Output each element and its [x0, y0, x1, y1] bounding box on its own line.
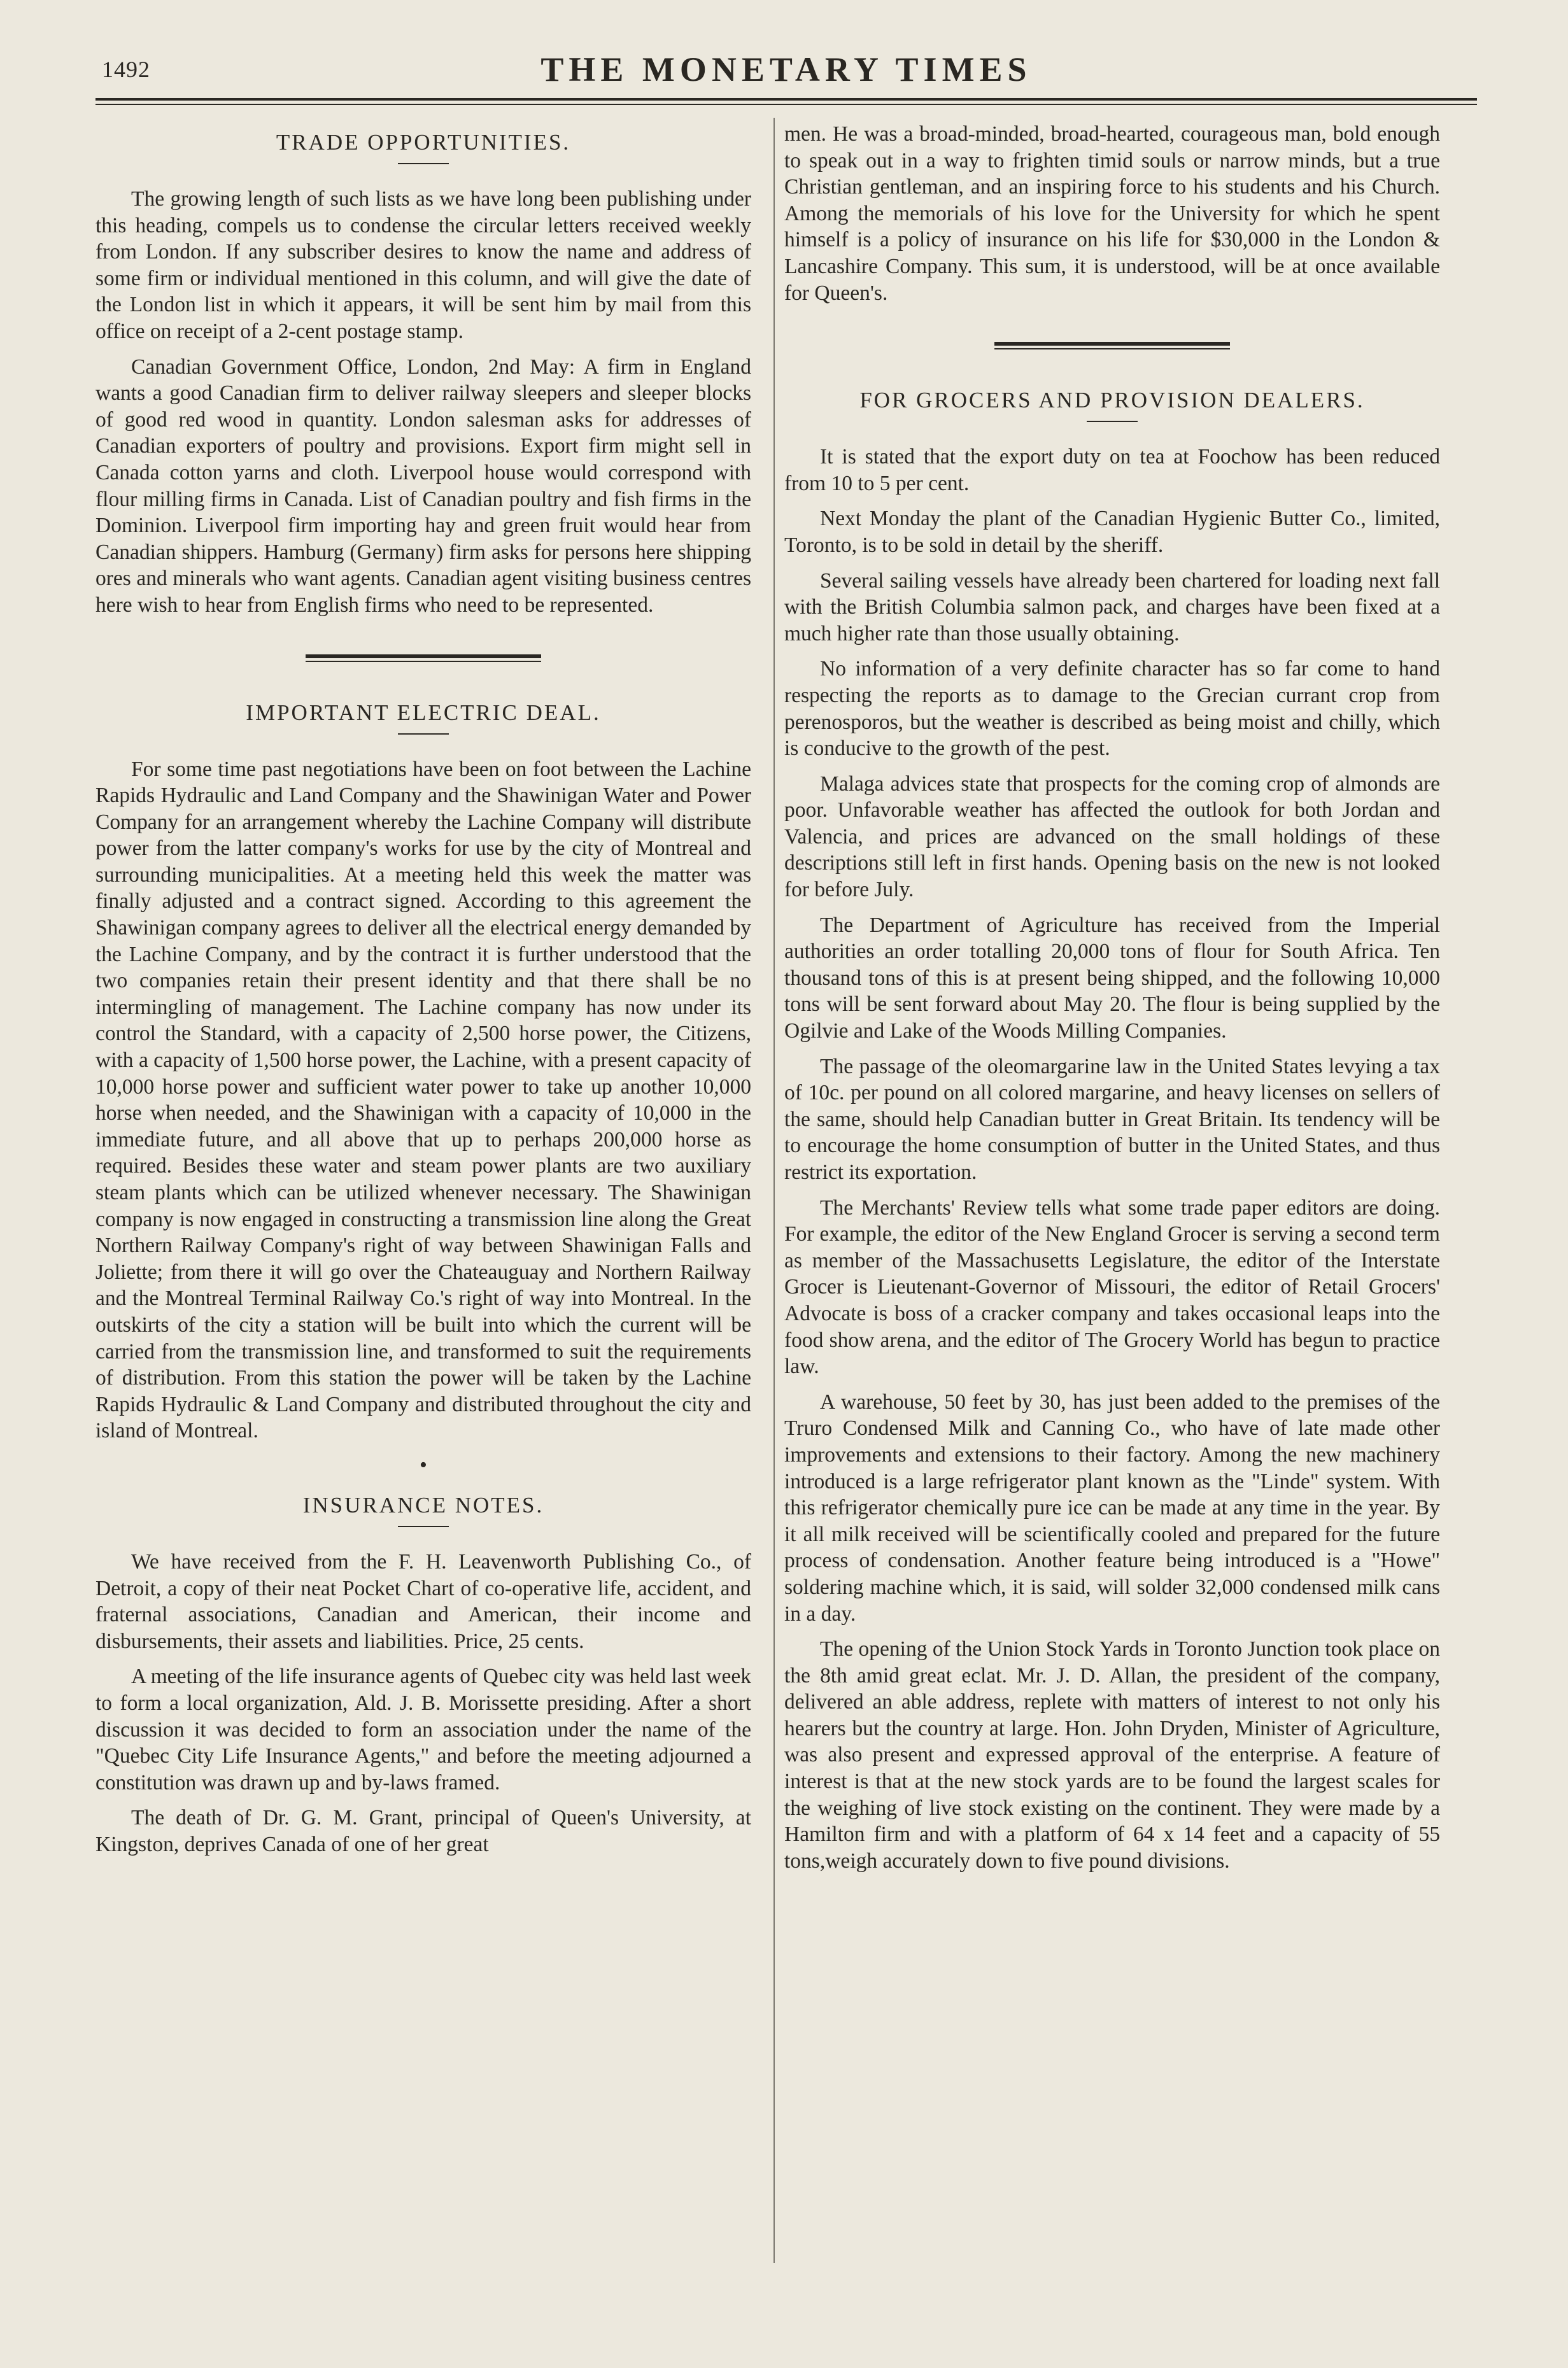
heading-rule: [398, 1526, 449, 1527]
paragraph: Several sailing vessels have already been chartered for loading next fall with the British Columbia salmon pack, and charges have been fixed at a much higher rate than those usually obtaining.: [784, 568, 1440, 645]
paragraph: The Department of Agriculture has received from the Imperial authorities an order totalling 20,000 tons of flour for South Africa. Ten thousand tons of this is at present being shipped, and the following 10,000 tons will be sent forward about May 20. The flour is being supplied by the Ogilvie and Lake of the Woods Milling Companies.: [784, 913, 1440, 1043]
paragraph: We have received from the F. H. Leavenworth Publishing Co., of Detroit, a copy of their neat Pocket Chart of co-operative life, accident, and fraternal associations, Canadian and American, their income and disbursements, their assets and liabilities. Price, 25 cents.: [95, 1549, 751, 1653]
paragraph: A warehouse, 50 feet by 30, has just been added to the premises of the Truro Condensed Milk and Canning Co., who have of late made other improvements and extensions to their factory. Among the new machinery introduced is a large refrigerator plant known as the "Linde" system. With this refrigerator chemically pure ice can be made at any time in the year. By it all milk received will be scientifically cooled and prepared for the future process of condensation. Another feature being introduced is a "Howe" soldering machine which, it is said, will solder 32,000 condensed milk cans in a day.: [784, 1390, 1440, 1626]
paragraph: Canadian Government Office, London, 2nd May: A firm in England wants a good Canadian firm to deliver railway sleepers and sleeper blocks of good red wood in quantity. London salesman asks for addresses of Canadian exporters of poultry and provisions. Export firm might sell in Canada cotton yarns and cloth. Liverpool house would correspond with flour milling firms in Canada. List of Canadian poultry and fish firms in the Dominion. Liverpool firm importing hay and green fruit would hear from Canadian shippers. Hamburg (Germany) firm asks for persons here shipping ores and minerals who want agents. Canadian agent visiting business centres here wish to hear from English firms who need to be represented.: [95, 355, 751, 617]
column-divider: [773, 118, 775, 2263]
heading-rule: [398, 163, 449, 164]
paragraph: Malaga advices state that prospects for the coming crop of almonds are poor. Unfavorable weather has affected the outlook for both Jordan and Valencia, and prices are advanced on the small holdings of these descriptions still left in first hands. Opening basis on the new is not looked for before July.: [784, 772, 1440, 902]
paragraph: Next Monday the plant of the Canadian Hygienic Butter Co., limited, Toronto, is to be sold in detail by the sheriff.: [784, 507, 1440, 557]
heading-rule: [1087, 421, 1138, 422]
left-column: [95, 121, 751, 1866]
page-number: 1492: [102, 57, 150, 82]
paragraph: The opening of the Union Stock Yards in Toronto Junction took place on the 8th amid great eclat. Mr. J. D. Allan, the president of the company, delivered an able address, replete with matters of interest to not only his hearers but the country at large. Hon. John Dryden, Minister of Agriculture, was also present and expressed approval of the enterprise. A feature of interest is that at the new stock yards are to be found the largest scales for the weighing of live stock existing on the continent. They were made by a Hamilton firm and with a platform of 64 x 14 feet and a capacity of 55 tons,weigh accurately down to five pound divisions.: [784, 1637, 1440, 1873]
grocers-section: [784, 388, 1440, 1874]
section-heading: FOR GROCERS AND PROVISION DEALERS.: [859, 388, 1365, 413]
electric-deal-section: [95, 700, 751, 1477]
paragraph: For some time past negotiations have been on foot between the Lachine Rapids Hydraulic and Land Company and the Shawinigan Water and Power Company for an arrangement whereby the Lachine Company will distribute power from the latter company's works for use by the city of Montreal and surrounding municipalities. At a meeting held this week the matter was finally adjusted and a contract signed. According to this agreement the Shawinigan company agrees to deliver all the electrical energy demanded by the Lachine Company, and by the contract it is further understood that the two companies retain their present identity and that there shall be no intermingling of management. The Lachine company has now under its control the Standard, with a capacity of 2,500 horse power, the Citizens, with a capacity of 1,500 horse power, the Lachine, with a present capacity of 10,000 horse power and sufficient water power to take up another 10,000 horse when needed, and the Shawinigan with a capacity of 10,000 in the immediate future, and all above that up to perhaps 200,000 horse as required. Besides these water and steam power plants are two auxiliary steam plants which can be utilized whenever necessary. The Shawinigan company is now engaged in constructing a transmission line along the Great Northern Railway Company's right of way between Shawinigan Falls and Joliette; from there it will go over the Chateauguay and Northern Railway and the Montreal Terminal Railway Co.'s right of way into Montreal. In the outskirts of the city a station will be built into which the current will be carried from the transmission line, and transformed to suit the requirements of distribution. From this station the power will be taken by the Lachine Rapids Hydraulic & Land Company and distributed throughout the city and island of Montreal.: [95, 757, 751, 1443]
paragraph: The growing length of such lists as we have long been publishing under this heading, compels us to condense the circular letters received weekly from London. If any subscriber desires to know the name and address of some firm or individual mentioned in this column, and will give the date of the London list in which it appears, it will be sent him by mail from this office on receipt of a 2-cent postage stamp.: [95, 187, 751, 343]
paragraph: The Merchants' Review tells what some trade paper editors are doing. For example, the editor of the New England Grocer is serving a second term as member of the Massachusetts Legislature, the editor of the Interstate Grocer is Lieutenant-Governor of Missouri, the editor of Retail Grocers' Advocate is boss of a cracker company and takes occasional leaps into the food show arena, and the editor of The Grocery World has begun to practice law.: [784, 1195, 1440, 1379]
bullet-separator: •: [420, 1453, 427, 1477]
continued-paragraph: men. He was a broad-minded, broad-hearted, courageous man, bold enough to speak out in a way to frighten timid souls or narrow minds, but a true Christian gentleman, and an inspiring force to his students and his Church. Among the memorials of his love for the University for which he spent himself is a policy of insurance on his life for $30,000 in the London & Lancashire Company. This sum, it is understood, will be at once available for Queen's.: [784, 122, 1440, 305]
heading-rule: [398, 733, 449, 735]
section-heading: INSURANCE NOTES.: [302, 1492, 544, 1518]
page-header: [95, 45, 1477, 89]
masthead: THE MONETARY TIMES: [540, 50, 1032, 88]
insurance-notes-section: [95, 1493, 751, 1858]
trade-opportunities-section: [95, 130, 751, 619]
paragraph: No information of a very definite character has so far come to hand respecting the reports as to damage to the Grecian currant crop from perenosporos, but the weather is described as being moist and chilly, which is conducive to the growth of the pest.: [784, 657, 1440, 761]
paragraph: A meeting of the life insurance agents of Quebec city was held last week to form a local organization, Ald. J. B. Morissette presiding. After a short discussion it was decided to form an association under the name of the "Quebec City Life Insurance Agents," and before the meeting adjourned a constitution was drawn up and by-laws framed.: [95, 1665, 751, 1794]
section-heading: TRADE OPPORTUNITIES.: [276, 130, 571, 155]
section-separator: [306, 654, 541, 662]
right-column: [784, 121, 1440, 1883]
paragraph: The death of Dr. G. M. Grant, principal of Queen's University, at Kingston, deprives Canada of one of her great: [95, 1806, 751, 1856]
paragraph: The passage of the oleomargarine law in the United States levying a tax of 10c. per pound on all colored margarine, and heavy licenses on sellers of the same, should help Canadian butter in Great Britain. Its tendency will be to encourage the home consumption of butter in the United States, and thus restrict its exportation.: [784, 1054, 1440, 1184]
paragraph: It is stated that the export duty on tea at Foochow has been reduced from 10 to 5 per cent.: [784, 445, 1440, 495]
header-rule: [95, 98, 1477, 101]
header-rule-thin: [95, 104, 1477, 105]
section-heading: IMPORTANT ELECTRIC DEAL.: [246, 700, 601, 725]
section-separator: [994, 342, 1230, 349]
